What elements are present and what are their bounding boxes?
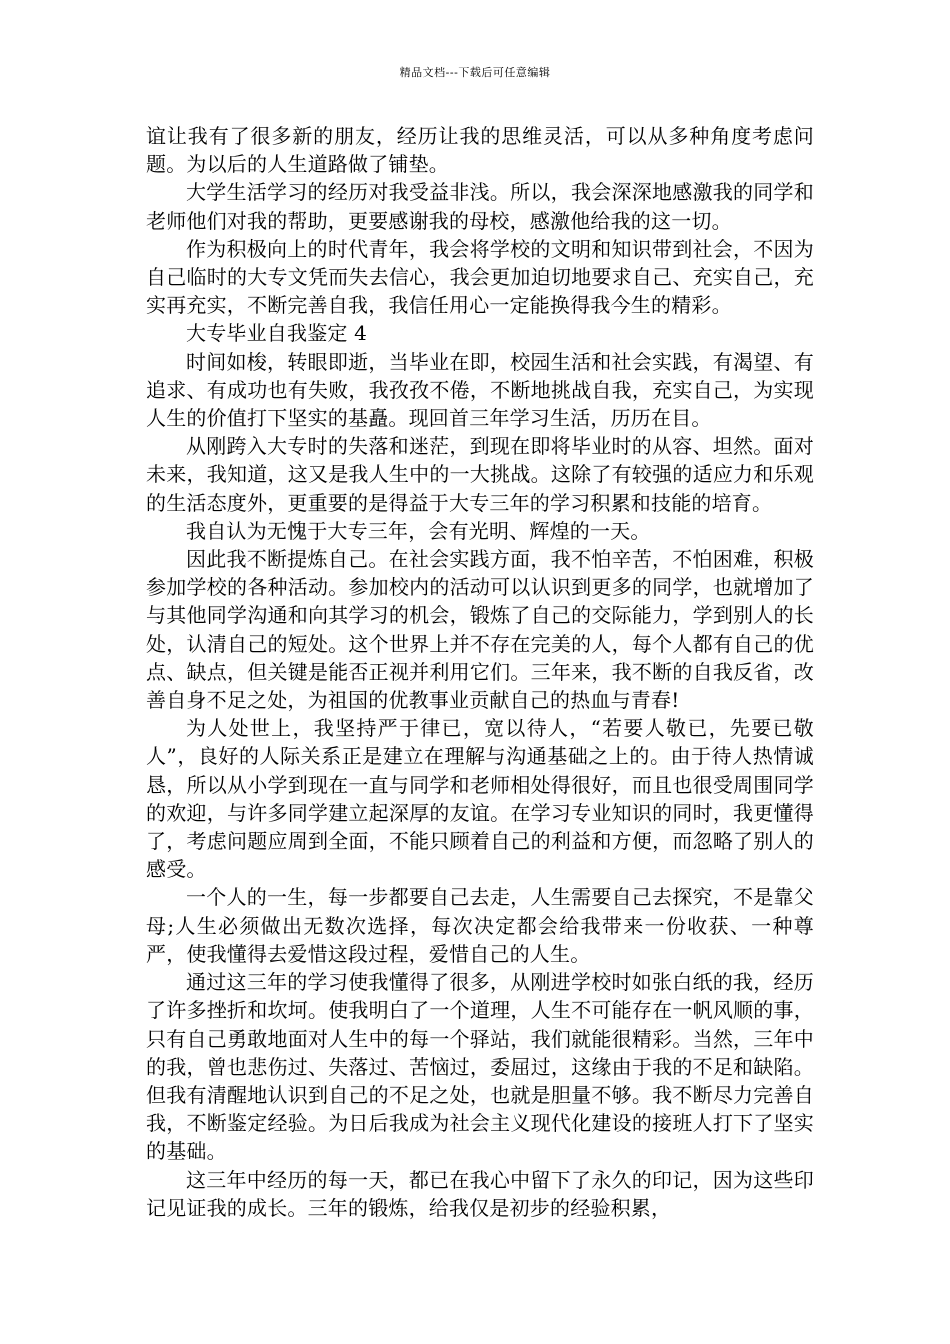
page-header: 精品文档---下载后可任意编辑: [399, 66, 551, 79]
paragraph-7: 我自认为无愧于大专三年，会有光明、辉煌的一天。: [186, 518, 651, 543]
paragraph-10: 一个人的一生，每一步都要自己去走，人生需要自己去探究，不是靠父母;人生必须做出无数次选择，每次决定都会给我带来一份收获、一种尊严，使我懂得去爱惜这段过程，爱惜自己的人生。: [146, 885, 814, 966]
paragraph-6: 从刚跨入大专时的失落和迷茫，到现在即将毕业时的从容、坦然。面对未来，我知道，这又是我人生中的一大挑战。这除了有较强的适应力和乐观的生活态度外，更重要的是得益于大专三年的学习积累和技能的培育。: [146, 434, 814, 515]
paragraph-5: 时间如梭，转眼即逝，当毕业在即，校园生活和社会实践，有渴望、有追求、有成功也有失败，我孜孜不倦，不断地挑战自我，充实自己，为实现人生的价值打下坚实的基矗。现回首三年学习生活，历历在目。: [146, 349, 814, 431]
paragraph-12: 这三年中经历的每一天，都已在我心中留下了永久的印记，因为这些印记见证我的成长。三年的锻炼，给我仅是初步的经验积累，: [146, 1167, 814, 1220]
paragraph-3: 作为积极向上的时代青年，我会将学校的文明和知识带到社会，不因为自己临时的大专文凭而失去信心，我会更加迫切地要求自己、充实自己，充实再充实，不断完善自我，我信任用心一定能换得我今生的精彩。: [146, 236, 814, 318]
paragraph-1: 谊让我有了很多新的朋友，经历让我的思维灵活，可以从多种角度考虑问题。为以后的人生道路做了铺垫。: [146, 124, 814, 177]
paragraph-2: 大学生活学习的经历对我受益非浅。所以，我会深深地感激我的同学和老师他们对我的帮助，更要感谢我的母校，感激他给我的这一切。: [146, 180, 814, 233]
paragraph-9: 为人处世上，我坚持严于律已，宽以待人，“若要人敬已，先要已敬人”，良好的人际关系正是建立在理解与沟通基础之上的。由于待人热情诚恳，所以从小学到现在一直与同学和老师相处得很好，而且也很受周围同学的欢迎，与许多同学建立起深厚的友谊。在学习专业知识的同时，我更懂得了，考虑问题应周到全面，不能只顾着自己的利益和方便，而忽略了别人的感受。: [146, 716, 814, 882]
paragraph-11: 通过这三年的学习使我懂得了很多，从刚进学校时如张白纸的我，经历了许多挫折和坎坷。使我明白了一个道理，人生不可能存在一帆风顺的事，只有自己勇敢地面对人生中的每一个驿站，我们就能很精彩。当然，三年中的我，曾也悲伤过、失落过、苦恼过，委屈过，这缘由于我的不足和缺陷。但我有清醒地认识到自己的不足之处，也就是胆量不够。我不断尽力完善自我，不断鉴定经验。为日后我成为社会主义现代化建设的接班人打下了坚实的基础。: [146, 970, 814, 1164]
paragraph-8: 因此我不断提炼自己。在社会实践方面，我不怕辛苦，不怕困难，积极参加学校的各种活动。参加校内的活动可以认识到更多的同学，也就增加了与其他同学沟通和向其学习的机会，锻炼了自己的交际能力，学到别人的长处，认清自己的短处。这个世界上并不存在完美的人，每个人都有自己的优点、缺点，但关键是能否正视并利用它们。三年来，我不断的自我反省，改善自身不足之处，为祖国的优教事业贡献自己的热血与青春!: [146, 547, 814, 713]
document-body: [146, 122, 814, 1222]
section-heading: 大专毕业自我鉴定 4: [186, 321, 368, 346]
